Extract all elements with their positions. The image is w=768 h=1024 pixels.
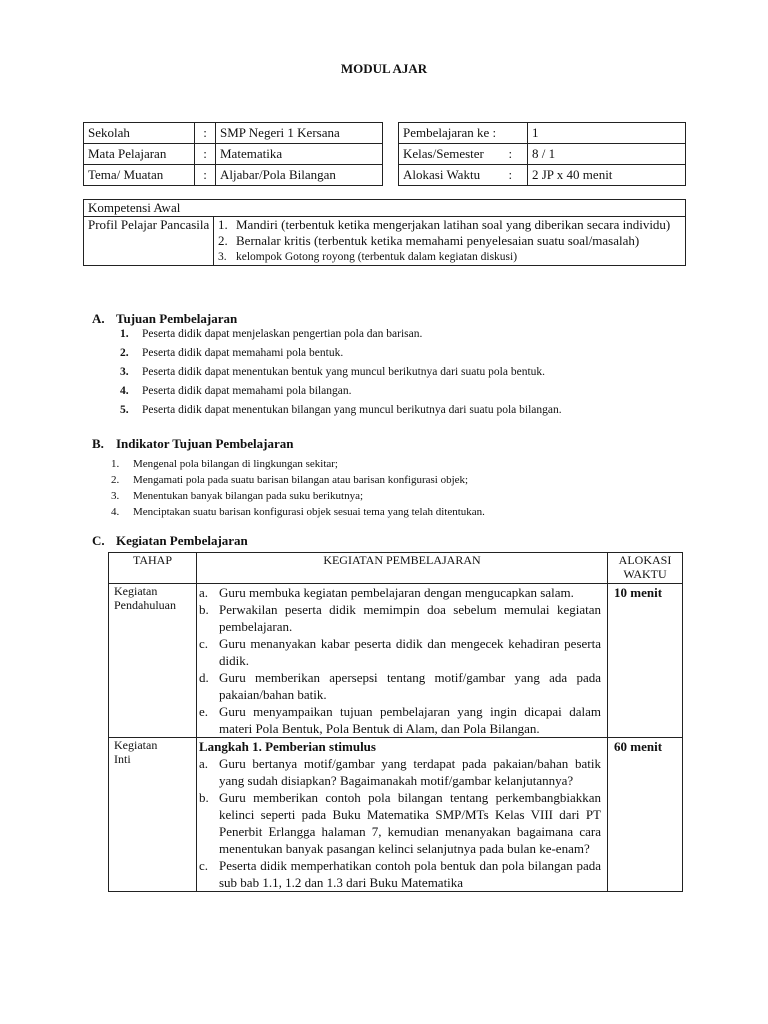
info-label: Sekolah: [84, 123, 195, 144]
list-text: Guru memberikan apersepsi tentang motif/gambar yang ada pada pakaian/bahan batik.: [219, 670, 601, 702]
list-text: kelompok Gotong royong (terbentuk dalam kegiatan diskusi): [236, 251, 518, 263]
header-alokasi: [608, 553, 683, 584]
kompetensi-label: Profil Pelajar Pancasila: [84, 217, 214, 266]
waktu-cell: 60 menit: [608, 738, 683, 892]
list-number: 2.: [218, 233, 228, 248]
list-number: 4.: [120, 385, 129, 397]
list-marker: a.: [199, 585, 209, 600]
list-item: [120, 401, 720, 420]
list-text: Menentukan banyak bilangan pada suku berikutnya;: [133, 490, 364, 502]
tahap-line1: Kegiatan: [114, 584, 158, 598]
info-value: SMP Negeri 1 Kersana: [216, 123, 383, 144]
kompetensi-list: [214, 217, 685, 265]
list-item: [111, 504, 711, 520]
list-item: [197, 857, 607, 891]
list-text: Mengenal pola bilangan di lingkungan sekitar;: [133, 458, 338, 470]
indikator-list: [111, 456, 711, 520]
document-title: MODUL AJAR: [340, 61, 428, 76]
kegiatan-header-row: [109, 553, 683, 584]
list-text: Guru memberikan contoh pola bilangan tentang perkembangbiakkan kelinci seperti pada Buku Matematika SMP/MTs Kelas VIII dari PT Penerbit Erlangga halaman 7, kemudian menanyakan bagaimana cara menentukan banyak pasangan kelinci selanjutnya pada bulan ke-enam?: [219, 790, 601, 856]
kegiatan-row-pendahuluan: [109, 584, 683, 738]
info-row-sekolah: [84, 123, 383, 144]
list-text: Guru menanyakan kabar peserta didik dan mengecek kehadiran peserta didik.: [219, 636, 601, 668]
tahap-line2: Inti: [114, 752, 131, 766]
kegiatan-list: [197, 755, 607, 891]
list-text: Peserta didik dapat memahami pola bilangan.: [142, 385, 352, 397]
list-number: 3.: [120, 366, 129, 378]
list-text: Guru bertanya motif/gambar yang terdapat pada pakaian/bahan batik yang sudah disiapkan? Bagaimanakah motif/gambar kelanjutannya?: [219, 756, 601, 788]
list-marker: c.: [199, 636, 209, 651]
list-text: Peserta didik dapat menjelaskan pengertian pola dan barisan.: [142, 328, 423, 340]
info-value: Aljabar/Pola Bilangan: [216, 165, 383, 186]
list-text: Mengamati pola pada suatu barisan bilangan atau barisan konfigurasi objek;: [133, 474, 469, 486]
list-item: [111, 488, 711, 504]
tujuan-list: [120, 325, 720, 420]
info-value: 2 JP x 40 menit: [528, 165, 686, 186]
header-kegiatan: KEGIATAN PEMBELAJARAN: [197, 553, 608, 584]
kegiatan-cell: [197, 738, 608, 892]
info-row-tema: [84, 165, 383, 186]
section-title: Kegiatan Pembelajaran: [116, 533, 248, 548]
list-item: [197, 584, 607, 601]
info-colon: :: [195, 123, 216, 144]
list-item: [120, 325, 720, 344]
info-label-text: Kelas/Semester: [403, 146, 484, 161]
section-letter: B.: [92, 436, 104, 451]
list-item: [120, 344, 720, 363]
section-letter: A.: [92, 311, 105, 326]
list-item: [197, 789, 607, 857]
kegiatan-list: [197, 584, 607, 737]
header-alokasi-line2: WAKTU: [623, 567, 667, 581]
step-heading: Langkah 1. Pemberian stimulus: [199, 739, 376, 754]
list-text: Bernalar kritis (terbentuk ketika memahami penyelesaian suatu soal/masalah): [236, 233, 640, 248]
list-text: Peserta didik memperhatikan contoh pola bentuk dan pola bilangan pada sub bab 1.1, 1.2 dan 1.3 dari Buku Matematika: [219, 858, 601, 890]
section-letter: C.: [92, 533, 105, 548]
header-alokasi-line1: ALOKASI: [618, 553, 672, 567]
info-colon: :: [508, 146, 513, 161]
list-number: 1.: [218, 217, 228, 232]
info-value: 1: [528, 123, 686, 144]
waktu-cell: 10 menit: [608, 584, 683, 738]
list-item: [120, 382, 720, 401]
kegiatan-row-inti: [109, 738, 683, 892]
list-text: Guru membuka kegiatan pembelajaran dengan mengucapkan salam.: [219, 585, 574, 600]
section-title: Indikator Tujuan Pembelajaran: [116, 436, 294, 451]
info-colon: :: [508, 167, 513, 182]
info-row-alokasi: [399, 165, 686, 186]
list-text: Guru menyampaikan tujuan pembelajaran yang ingin dicapai dalam materi Pola Bentuk, Pola Bentuk di Alam, dan Pola Bilangan.: [219, 704, 601, 736]
kegiatan-cell: [197, 584, 608, 738]
info-value: 8 / 1: [528, 144, 686, 165]
list-number: 1.: [111, 458, 120, 470]
list-item: [197, 703, 607, 737]
kompetensi-header: Kompetensi Awal: [84, 200, 686, 217]
list-item: [214, 249, 685, 265]
list-marker: b.: [199, 602, 209, 617]
info-label: [399, 144, 528, 165]
list-item: [197, 635, 607, 669]
header-tahap: TAHAP: [109, 553, 197, 584]
info-row-kelas: [399, 144, 686, 165]
list-item: [214, 233, 685, 249]
list-number: 3.: [111, 490, 120, 502]
info-table-left: [83, 122, 383, 186]
tahap-line2: Pendahuluan: [114, 598, 176, 612]
info-label-text: Alokasi Waktu: [403, 167, 481, 182]
section-title: Tujuan Pembelajaran: [116, 311, 238, 326]
list-item: [120, 363, 720, 382]
list-number: 4.: [111, 506, 120, 518]
list-item: [214, 217, 685, 233]
list-item: [111, 472, 711, 488]
list-marker: d.: [199, 670, 209, 685]
kegiatan-table: [108, 552, 683, 892]
info-value: Matematika: [216, 144, 383, 165]
info-colon: :: [195, 165, 216, 186]
list-number: 3.: [218, 251, 227, 263]
info-row-pembelajaran: [399, 123, 686, 144]
list-text: Mandiri (terbentuk ketika mengerjakan latihan soal yang diberikan secara individu): [236, 217, 671, 232]
list-text: Peserta didik dapat menentukan bilangan yang muncul berikutnya dari suatu pola bilangan.: [142, 404, 562, 416]
info-label: Tema/ Muatan: [84, 165, 195, 186]
list-number: 2.: [111, 474, 120, 486]
list-number: 2.: [120, 347, 129, 359]
info-label: [399, 165, 528, 186]
list-number: 5.: [120, 404, 129, 416]
tahap-cell: [109, 738, 197, 892]
section-c-heading: [92, 533, 248, 549]
list-marker: a.: [199, 756, 209, 771]
list-marker: c.: [199, 858, 209, 873]
info-label: Mata Pelajaran: [84, 144, 195, 165]
list-item: [111, 456, 711, 472]
info-table-right: [398, 122, 686, 186]
list-item: [197, 669, 607, 703]
kompetensi-table: [83, 199, 686, 266]
tahap-cell: [109, 584, 197, 738]
list-number: 1.: [120, 328, 129, 340]
tahap-line1: Kegiatan: [114, 738, 158, 752]
list-text: Perwakilan peserta didik memimpin doa sebelum memulai kegiatan pembelajaran.: [219, 602, 601, 634]
list-marker: e.: [199, 704, 209, 719]
list-text: Peserta didik dapat menentukan bentuk yang muncul berikutnya dari suatu pola bentuk.: [142, 366, 546, 378]
list-item: [197, 755, 607, 789]
list-item: [197, 601, 607, 635]
info-row-mapel: [84, 144, 383, 165]
kompetensi-list-cell: [214, 217, 686, 266]
info-label: Pembelajaran ke :: [399, 123, 528, 144]
info-colon: :: [195, 144, 216, 165]
list-marker: b.: [199, 790, 209, 805]
list-text: Menciptakan suatu barisan konfigurasi objek sesuai tema yang telah ditentukan.: [133, 506, 485, 518]
list-text: Peserta didik dapat memahami pola bentuk.: [142, 347, 344, 359]
section-b-heading: [92, 436, 293, 452]
